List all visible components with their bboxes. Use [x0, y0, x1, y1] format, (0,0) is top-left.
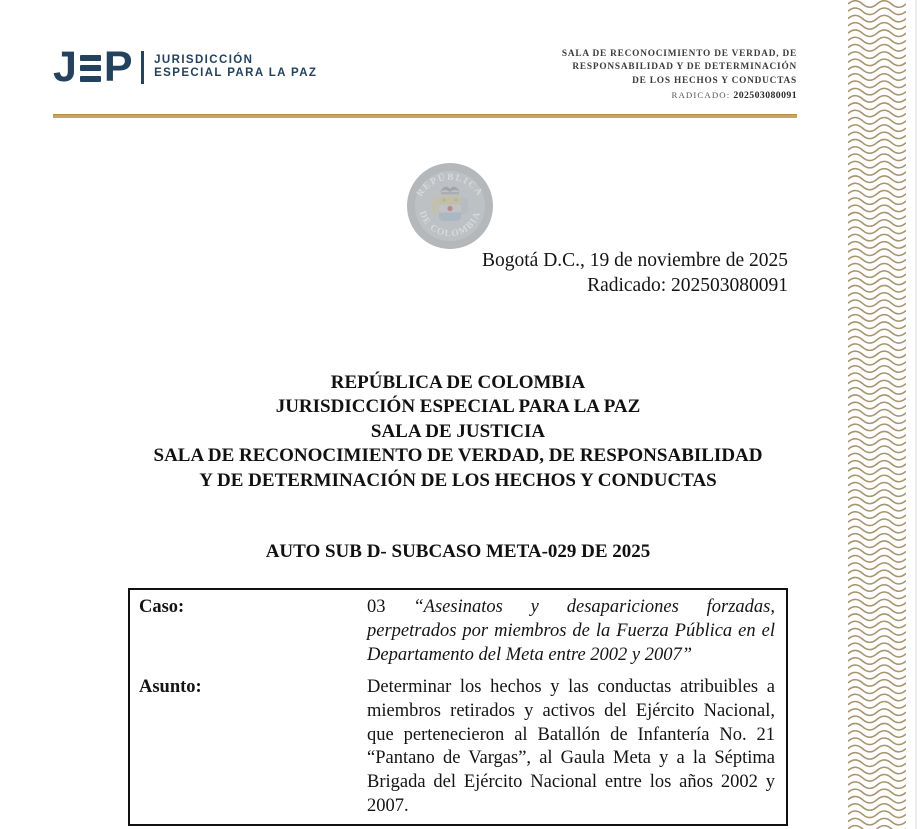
jep-logo-letter-j: J	[53, 43, 76, 91]
jep-logo-e-bars-icon	[80, 55, 101, 82]
jep-wordmark-line2: ESPECIAL PARA LA PAZ	[154, 67, 318, 79]
colombia-seal	[407, 163, 493, 249]
city-date: Bogotá D.C., 19 de noviembre de 2025	[482, 250, 788, 271]
chamber-line-2: RESPONSABILIDAD Y DE DETERMINACIÓN	[572, 62, 797, 73]
table-row-caso	[129, 589, 787, 670]
letterhead-radicado	[562, 89, 797, 103]
page-edge-line	[915, 0, 917, 829]
caso-value	[357, 589, 787, 670]
jep-wordmark	[154, 54, 317, 81]
jep-wordmark-line1: JURISDICCIÓN	[154, 53, 254, 66]
jep-logo-letter-p: P	[103, 43, 132, 91]
table-row-asunto	[129, 670, 787, 825]
jep-logo-divider	[141, 51, 145, 84]
caso-label: Caso:	[139, 597, 185, 617]
radicado-value: 202503080091	[733, 90, 797, 102]
radicado-label: RADICADO:	[671, 90, 731, 101]
heading-jurisdiction: JURISDICCIÓN ESPECIAL PARA LA PAZ	[275, 396, 641, 418]
asunto-value: Determinar los hechos y las conductas atribuibles a miembros retirados y activos del Ejército Nacional, que pertenecieron al Batallón de Infantería No. 21 “Pantano de Vargas”, al Gaula Meta y a la Séptima Brigada del Ejército Nacional entre los años 2002 y 2007.	[367, 676, 775, 817]
caso-number: 03	[367, 597, 414, 617]
heading-republic: REPÚBLICA DE COLOMBIA	[330, 372, 586, 393]
dateline-block	[482, 249, 788, 298]
chamber-line-3: DE LOS HECHOS Y CONDUCTAS	[632, 75, 797, 86]
institution-headings	[60, 371, 856, 493]
header-divider-rule	[53, 114, 797, 118]
caso-quoted-title: “Asesinatos y desapariciones forzadas, perpetrados por miembros de la Fuerza Pública en el Departamento del Meta entre 2002 y 2007”	[367, 597, 776, 665]
seal-bottom-text: DE COLOMBIA	[416, 209, 484, 240]
auto-title: AUTO SUB D- SUBCASO META-029 DE 2025	[265, 541, 651, 562]
heading-sala-justicia: SALA DE JUSTICIA	[370, 420, 546, 442]
seal-top-text: REPÚBLICA	[415, 172, 485, 199]
chamber-line-1: SALA DE RECONOCIMIENTO DE VERDAD, DE	[561, 49, 797, 59]
jep-logo	[53, 43, 318, 91]
asunto-label: Asunto:	[139, 676, 202, 697]
jep-logo-letters	[53, 43, 132, 91]
heading-sala-reconocimiento-1: SALA DE RECONOCIMIENTO DE VERDAD, DE RESPONSABILIDAD	[153, 445, 763, 467]
decorative-wave-band	[848, 0, 906, 829]
heading-sala-reconocimiento-2: Y DE DETERMINACIÓN DE LOS HECHOS Y CONDUCTAS	[199, 469, 717, 491]
dateline-radicado: Radicado: 202503080091	[587, 274, 788, 296]
letterhead-chamber-block	[562, 48, 797, 104]
case-info-table	[128, 588, 788, 826]
